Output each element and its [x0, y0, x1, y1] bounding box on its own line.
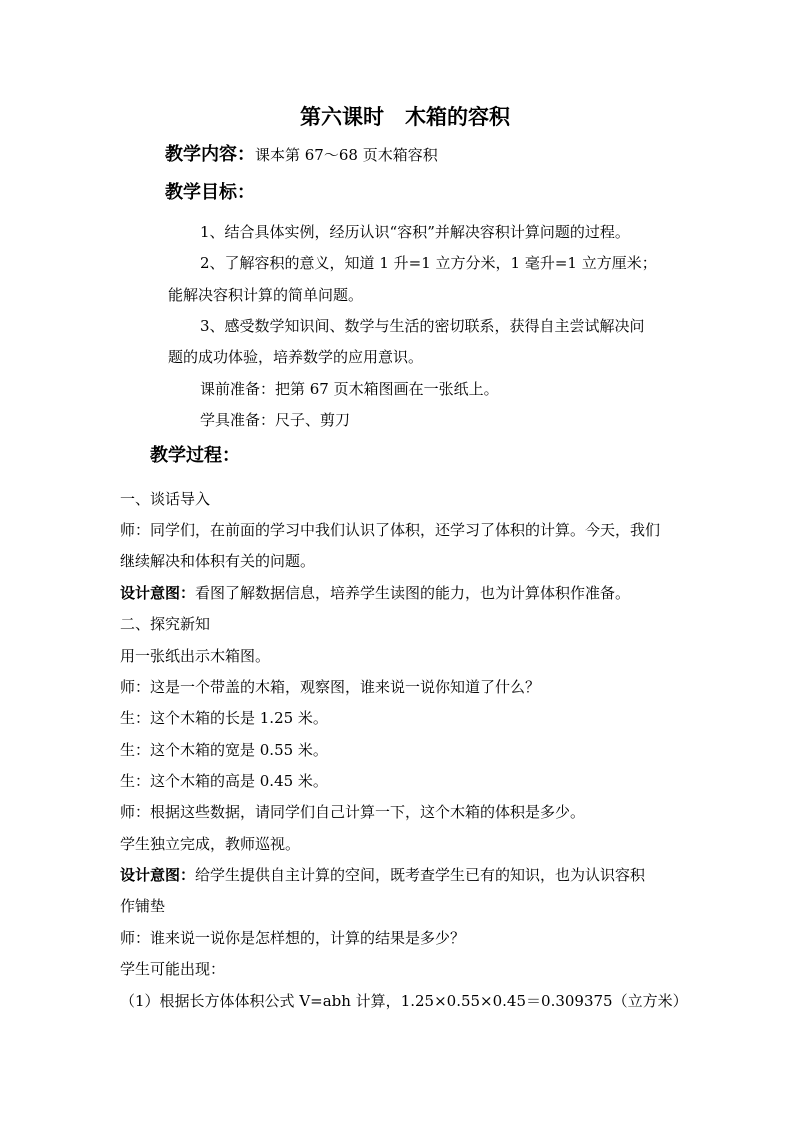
design-note-2-text: 给学生提供自主计算的空间，既考查学生已有的知识，也为认识容积 — [195, 866, 646, 884]
design-note-1 — [120, 583, 630, 603]
paragraph-4: 生：这个木箱的长是 1.25 米。 — [120, 709, 328, 727]
paragraph-3: 师：这是一个带盖的木箱，观察图，谁来说一说你知道了什么？ — [120, 678, 541, 696]
paragraph-7: 师：根据这些数据，请同学们自己计算一下，这个木箱的体积是多少。 — [120, 803, 586, 821]
paragraph-2: 用一张纸出示木箱图。 — [120, 647, 271, 665]
paragraph-8: 学生独立完成，教师巡视。 — [120, 835, 301, 853]
section-2-heading: 二、探究新知 — [120, 615, 211, 633]
section-1-heading: 一、谈话导入 — [120, 490, 211, 508]
paragraph-5: 生：这个木箱的宽是 0.55 米。 — [120, 741, 328, 759]
pre-class-prep: 课前准备：把第 67 页木箱图画在一张纸上。 — [200, 380, 499, 398]
process-heading: 教学过程： — [150, 445, 240, 466]
objective-item-2: 2、了解容积的意义，知道 1 升=1 立方分米，1 毫升=1 立方厘米； — [200, 254, 657, 272]
paragraph-1-line-2: 继续解决和体积有关的问题。 — [120, 552, 316, 570]
paragraph-10: 学生可能出现： — [120, 960, 226, 978]
design-note-1-label: 设计意图： — [120, 584, 196, 602]
objective-item-1: 1、结合具体实例，经历认识“容积”并解决容积计算问题的过程。 — [200, 223, 630, 241]
paragraph-1-line-1: 师：同学们，在前面的学习中我们认识了体积，还学习了体积的计算。今天，我们 — [120, 521, 661, 539]
teaching-content-text: 课本第 67～68 页木箱容积 — [255, 146, 438, 164]
teaching-content-line — [165, 142, 438, 168]
objectives-heading: 教学目标： — [165, 182, 255, 203]
page-title: 第六课时 木箱的容积 — [300, 104, 510, 129]
objective-item-3: 3、感受数学知识间、数学与生活的密切联系，获得自主尝试解决问 — [200, 317, 645, 335]
design-note-1-text: 看图了解数据信息，培养学生读图的能力，也为计算体积作准备。 — [195, 584, 631, 602]
design-note-2-label: 设计意图： — [120, 866, 196, 884]
paragraph-11: （1）根据长方体体积公式 V=abh 计算，1.25×0.55×0.45＝0.309375（立方米） — [120, 992, 688, 1010]
design-note-2-line-2: 作铺垫 — [120, 897, 166, 915]
paragraph-9: 师：谁来说一说你是怎样想的，计算的结果是多少？ — [120, 929, 466, 947]
objective-item-2-cont: 能解决容积计算的简单问题。 — [168, 286, 364, 304]
paragraph-6: 生：这个木箱的高是 0.45 米。 — [120, 772, 328, 790]
teaching-content-label: 教学内容： — [165, 144, 255, 165]
objective-item-3-cont: 题的成功体验，培养数学的应用意识。 — [168, 348, 424, 366]
tools-prep: 学具准备：尺子、剪刀 — [200, 411, 351, 429]
design-note-2 — [120, 865, 645, 885]
